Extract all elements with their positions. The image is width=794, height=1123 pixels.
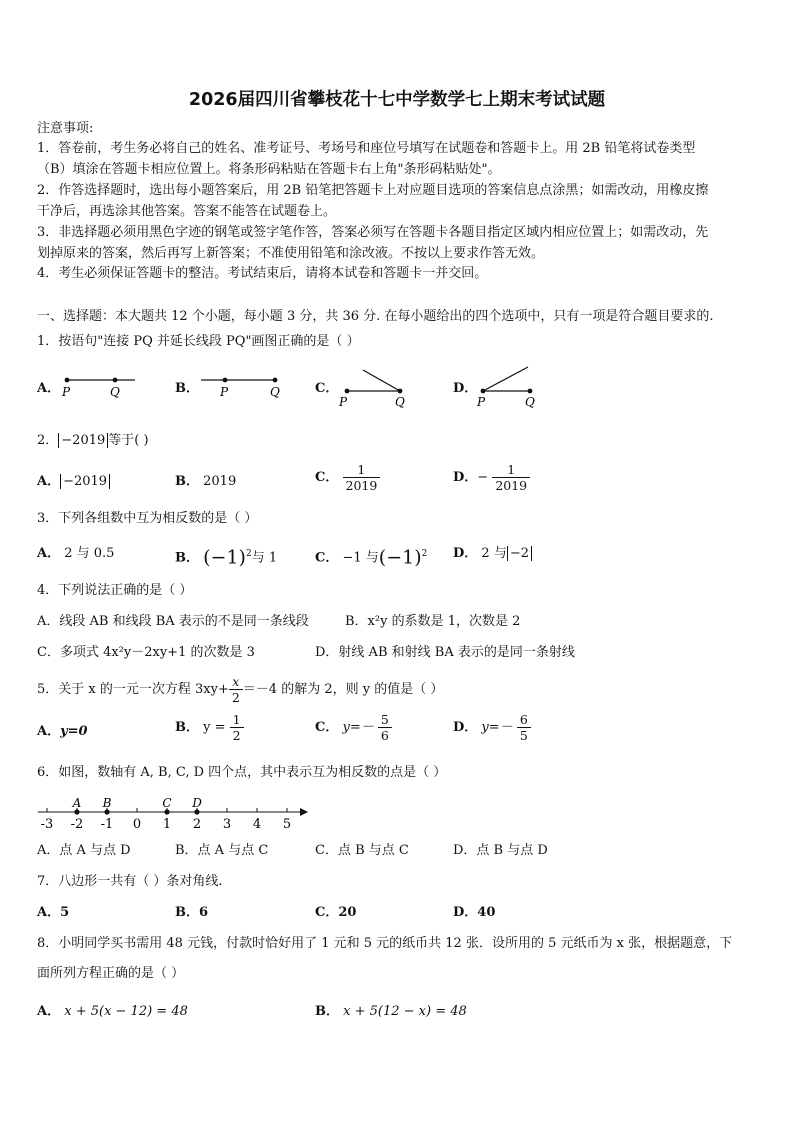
point-p-label: P: [339, 395, 348, 408]
point-q-label: Q: [110, 385, 120, 399]
number-line-tick-label: -3: [40, 817, 54, 832]
q1-figure-d: [473, 362, 563, 408]
q5-option-a: A．y=0: [37, 724, 88, 739]
q2-option-a: A． −2019: [37, 472, 110, 492]
number-line-point-d: [194, 809, 199, 814]
question-1-stem: 1．按语句"连接 PQ 并延长线段 PQ"画图正确的是（ ）: [37, 334, 360, 349]
point-p-label: P: [477, 395, 486, 408]
question-5-stem: 5．关于 x 的一元一次方程 3xy+ $\frac{x}{2}$ ＝－4 的解为 2，则 y 的值是（ ）: [37, 674, 444, 705]
question-8-stem: 8．小明同学买书需用 48 元钱，付款时恰好用了 1 元和 5 元的纸币共 12 张．设所用的 5 元纸币为 x 张，根据题意，下: [37, 936, 733, 951]
number-line-tick-label: 2: [192, 817, 202, 832]
q6-option-a: A．点 A 与点 D: [37, 843, 131, 858]
question-3-stem: 3．下列各组数中互为相反数的是（ ）: [37, 511, 258, 526]
number-line-point-a: [74, 809, 79, 814]
notice-line: 干净后，再选涂其他答案。答案不能答在试题卷上。: [37, 204, 337, 219]
question-2-stem: 2． −2019 等于( ): [37, 433, 149, 448]
point-q-label: Q: [525, 395, 535, 408]
q7-option-d: D．40: [453, 905, 496, 920]
notice-heading: 注意事项:: [37, 121, 94, 136]
number-line-point-b: [104, 809, 109, 814]
number-line-point-label: C: [162, 796, 172, 810]
q7-option-b: B．6: [175, 905, 209, 920]
number-line-point-label: D: [192, 796, 202, 810]
q1-option-a-label: A．: [37, 381, 61, 396]
q1-figure-b: [195, 368, 285, 402]
q2-option-b: B． 2019: [175, 474, 237, 489]
q1-option-c-label: C．: [315, 381, 339, 396]
question-6-stem: 6．如图，数轴有 A, B, C, D 四个点，其中表示互为相反数的点是（ ）: [37, 765, 447, 780]
notice-line: 4．考生必须保证答题卡的整洁。考试结束后，请将本试卷和答题卡一并交回。: [37, 266, 488, 281]
number-line-tick-label: 4: [252, 817, 262, 832]
q6-option-d: D．点 B 与点 D: [453, 843, 548, 858]
q2-option-d: D．− $\frac{1}{2019}$: [453, 462, 530, 493]
q6-option-b: B．点 A 与点 C: [175, 843, 269, 858]
q8-option-a: A． x + 5(x − 12) = 48: [37, 1004, 188, 1019]
number-line-tick-label: 0: [132, 817, 142, 832]
notice-line: 3．非选择题必须用黑色字迹的钢笔或签字笔作答，答案必须写在答题卡各题目指定区域内相应位置上；如需改动，先: [37, 225, 709, 240]
question-8-stem-cont: 面所列方程正确的是（ ）: [37, 966, 185, 981]
q7-option-c: C．20: [315, 905, 357, 920]
q1-figure-c: [335, 362, 425, 408]
q4-option-d: D．射线 AB 和射线 BA 表示的是同一条射线: [315, 645, 575, 660]
q1-option-d-label: D．: [453, 381, 478, 396]
notice-line: 1．答卷前，考生务必将自己的姓名、准考证号、考场号和座位号填写在试题卷和答题卡上。用 2B 铅笔将试卷类型: [37, 141, 696, 156]
notice-line: 划掉原来的答案，然后再写上新答案；不准使用铅笔和涂改液。不按以上要求作答无效。: [37, 246, 545, 261]
q5-option-d: D． y=－ $\frac{6}{5}$: [453, 712, 531, 743]
question-4-stem: 4．下列说法正确的是（ ）: [37, 583, 193, 598]
q3-option-b: B． $(-1)^2$与 1: [175, 546, 278, 569]
point-p-label: P: [62, 385, 71, 399]
q2-option-c: C． $\frac{1}{2019}$: [315, 462, 380, 493]
q4-option-a: A．线段 AB 和线段 BA 表示的不是同一条线段: [37, 614, 309, 629]
number-line-tick-label: 3: [222, 817, 232, 832]
notice-line: 2．作答选择题时，选出每小题答案后，用 2B 铅笔把答题卡上对应题目选项的答案信息点涂黑；如需改动，用橡皮擦: [37, 183, 709, 198]
number-line-tick-label: -2: [70, 817, 84, 832]
point-q-label: Q: [270, 385, 280, 399]
number-line-point-label: A: [72, 796, 82, 810]
q8-option-b: B． x + 5(12 − x) = 48: [315, 1004, 467, 1019]
number-line: [30, 793, 320, 835]
question-7-stem: 7．八边形一共有（ ）条对角线.: [37, 874, 223, 889]
q5-option-b: B． y = $\frac{1}{2}$: [175, 712, 244, 743]
number-line-tick-label: 5: [282, 817, 292, 832]
number-line-tick-label: -1: [100, 817, 114, 832]
number-line-point-label: B: [102, 796, 112, 810]
point-q-label: Q: [395, 395, 405, 408]
notice-line: （B）填涂在答题卡相应位置上。将条形码粘贴在答题卡右上角"条形码粘贴处"。: [37, 162, 501, 177]
q1-figure-a: [55, 368, 145, 402]
page-title: 2026届四川省攀枝花十七中学数学七上期末考试试题: [188, 90, 606, 110]
q6-option-c: C．点 B 与点 C: [315, 843, 409, 858]
number-line-point-c: [164, 809, 169, 814]
q3-option-a: A． 2 与 0.5: [37, 546, 115, 561]
q5-option-c: C． y=－ $\frac{5}{6}$: [315, 712, 392, 743]
q3-option-c: C． −1 与$(-1)^2$: [315, 546, 428, 569]
q3-option-d: D． 2 与 −2: [453, 544, 532, 564]
point-p-label: P: [220, 385, 229, 399]
number-line-tick-label: 1: [162, 817, 172, 832]
section-heading: 一、选择题：本大题共 12 个小题，每小题 3 分，共 36 分. 在每小题给出的四个选项中，只有一项是符合题目要求的.: [37, 309, 714, 324]
q7-option-a: A．5: [37, 905, 70, 920]
q4-option-c: C．多项式 4x²y－2xy+1 的次数是 3: [37, 645, 255, 660]
q4-option-b: B．x²y 的系数是 1，次数是 2: [345, 614, 521, 629]
q1-option-b-label: B．: [175, 381, 199, 396]
